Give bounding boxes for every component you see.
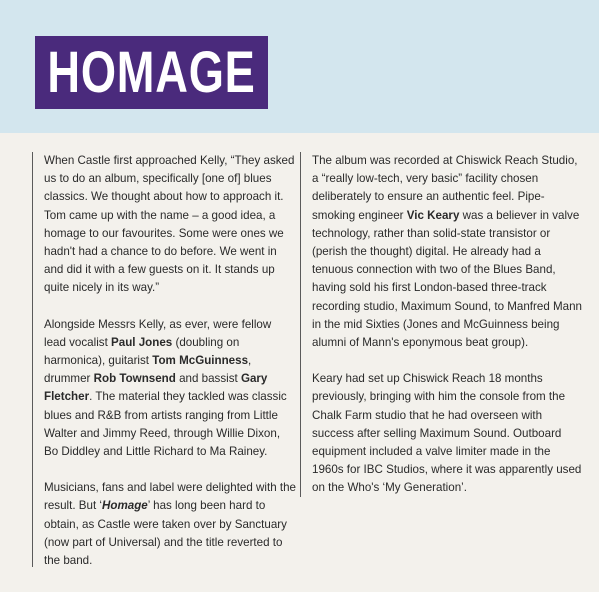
- text-run: Alongside Messrs Kelly, as ever, were fellow lead vocalist: [44, 317, 272, 349]
- text-run: Musicians, fans and label were delighted with the result. But ‘: [44, 481, 296, 513]
- text-run: and bassist: [175, 372, 241, 386]
- text-run: (doubling on harmonica), guitarist: [44, 335, 240, 368]
- text-run: was a believer in valve technology, rather than solid-state transistor or (perish the thought) digital. He already had a tenuous connection with two of the Blues Band, having sold his first London-based three-track recording studio, Maximum Sound, to Manfred Mann in the mid Sixties (Jones and McGuinness being alumni of Mann's eponymous beat group).: [312, 208, 583, 350]
- left-paragraph-1: When Castle first approached Kelly, “They asked us to do an album, specifically [one of] blues classics. We thought about how to approach it. Tom came up with the name – a good idea, a homage to our favourites. Some were ones we hadn't had a chance to do before. We went in and did it with a few guests on it. It stands up quite nicely in its way.”: [44, 154, 295, 295]
- text-run: The album was recorded at Chiswick Reach Studio, a “really low-tech, very basic” facility chosen deliberately to ensure an authentic feel. Pipe-smoking engineer: [312, 154, 578, 222]
- musician-name: Paul Jones: [111, 335, 173, 349]
- title-box: [35, 36, 268, 109]
- left-column: [32, 152, 296, 567]
- right-paragraph-1: [312, 152, 582, 352]
- album-title: Homage: [102, 499, 148, 513]
- left-paragraph-3: [44, 479, 296, 570]
- right-paragraph-2: Keary had set up Chiswick Reach 18 months previously, bringing with him the console from the Chalk Farm studio that he had overseen with success after selling Maximum Sound. Outboard equipment included a valve limiter made in the 1960s for IBC Studios, where it was apparently used on the Who's ‘My Generation’.: [312, 372, 582, 495]
- right-column: [300, 152, 582, 497]
- text-run: . The material they tackled was classic blues and R&B from artists ranging from Little Walter and Jimmy Reed, through Willie Dixon, Bo Diddley and Little Richard to Ma Rainey.: [44, 390, 287, 459]
- text-run: ’ has long been hard to obtain, as Castle were taken over by Sanctuary (now part of Universal) and the title reverted to the band.: [44, 499, 287, 568]
- engineer-name: Vic Keary: [406, 208, 460, 222]
- left-paragraph-2: [44, 316, 296, 462]
- page-title: HOMAGE: [47, 39, 256, 105]
- musician-name: Tom McGuinness: [152, 354, 249, 368]
- text-run: , drummer: [44, 354, 252, 386]
- musician-name: Rob Townsend: [93, 372, 176, 386]
- musician-name: Gary Fletcher: [44, 372, 268, 404]
